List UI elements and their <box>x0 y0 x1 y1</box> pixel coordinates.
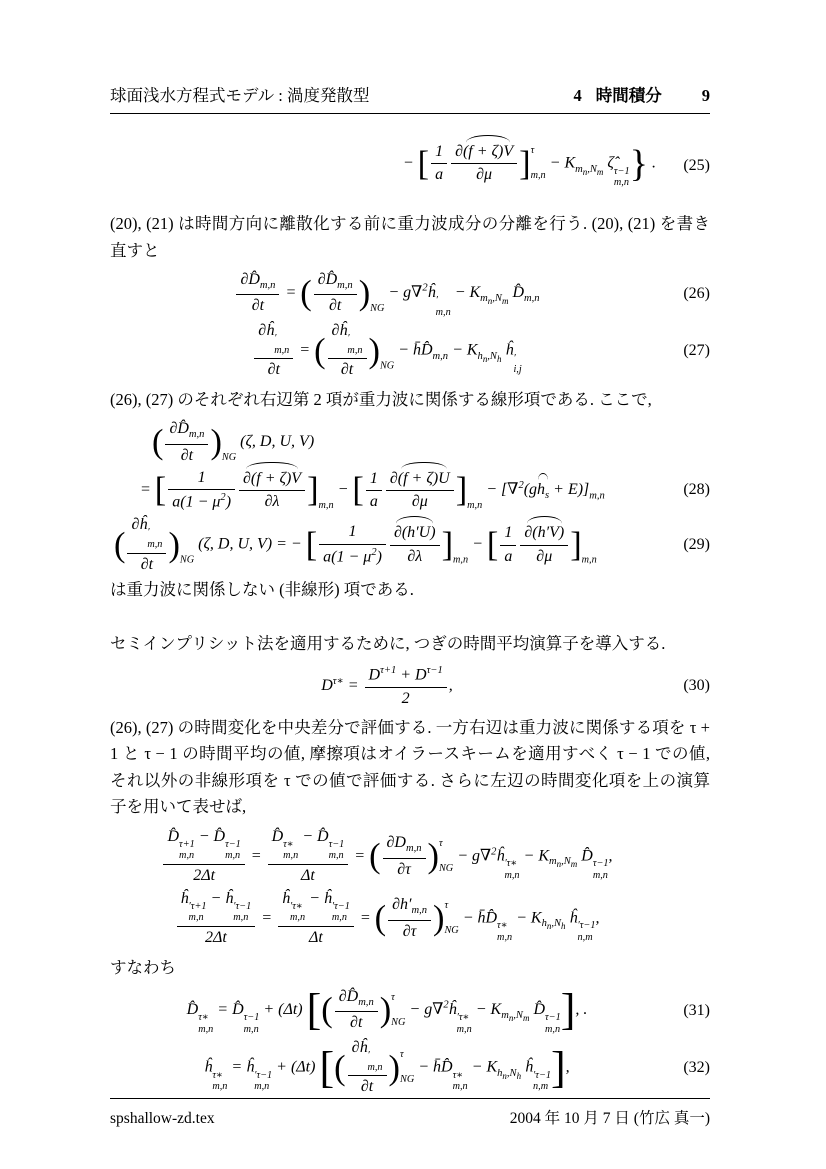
equation-30 <box>110 664 710 709</box>
equation-27 <box>110 321 710 381</box>
equation-32 <box>110 1038 710 1098</box>
page-number: 9 <box>701 86 710 105</box>
equation-26 <box>110 270 710 319</box>
equation-25 <box>110 142 710 189</box>
equation-28-body: = [ $\frac{1}{a(1 - \mu^2)}$ $\frac{\partial(f + \zeta)V}{\partial\lambda}$ ]$_{m,n}$ − [ $\frac{1}{a}$ $\frac{\partial(f + \zeta)U}{\partial\mu}$ ]$_{m,n} - [\nabla^2(gh_s + E)]_{m,n}$ <box>140 468 605 511</box>
equation-32-body: ĥ τ∗ m,n = ĥ ′τ−1 m,n + (Δt) [( ∂ĥ ′ m,n ∂t ) τ NG − h̄D̂ τ∗ m,n − $K_{h_n,N_h}$ ĥ ′τ−1 n,m ], <box>204 1038 570 1096</box>
equation-31 <box>110 987 710 1036</box>
footer-filename: spshallow-zd.tex <box>110 1109 215 1127</box>
section-number: 4 <box>573 86 582 105</box>
equation-25-body: − [ $\frac{1}{a}$ $\frac{\partial(f + \zeta)V}{\partial\mu}$ ] τ m,n − $K_{m_n,N_m}$ ζ̂ τ−1 m,n } . <box>402 142 656 189</box>
header-section-info <box>574 82 711 106</box>
equation-28-line1-body: ( $\frac{\partial D̂_{m,n}}{\partial t}$ )$_{NG}$ (ζ, D, U, V) <box>152 420 315 464</box>
equation-29-number: (29) <box>683 536 710 554</box>
equation-31-number: (31) <box>683 1002 710 1020</box>
equation-27-body: ∂ĥ ′ m,n ∂t = ( ∂ĥ ′ m,n ∂t )$_{NG}$ − $h̄D̂_{m,n} - K_{h_n,N_h}$ ĥ ′ i,j <box>110 321 664 381</box>
page-footer <box>110 1098 710 1128</box>
paragraph: (26), (27) の時間変化を中央差分で評価する. 一方右辺は重力波に関係する項を τ + 1 と τ − 1 の時間平均の値, 摩擦項はオイラースキームを適用すべく τ − 1 での値, それ以外の非線形項を τ での値で評価する. さらに左辺の時間変化項を上の演算子を用いて表せば, <box>110 717 710 817</box>
equation-29 <box>110 515 710 575</box>
paragraph: (20), (21) は時間方向に離散化する前に重力波成分の分離を行う. (20), (21) を書き直すと <box>110 214 710 260</box>
running-title: 球面浅水方程式モデル : 渦度発散型 <box>110 86 370 105</box>
equation-28-number: (28) <box>683 481 710 499</box>
equation-30-number: (30) <box>683 677 710 695</box>
paragraph: セミインプリシット法を適用するために, つぎの時間平均演算子を導入する. <box>110 634 666 654</box>
footer-date-author: 2004 年 10 月 7 日 (竹広 真一) <box>509 1109 710 1127</box>
section-title: 時間積分 <box>595 86 662 105</box>
paragraph: すなわち <box>110 957 176 977</box>
equation-31-body: D̂ τ∗ m,n = D̂ τ−1 m,n + (Δt) [( $\frac{\partial D̂_{m,n}}{\partial t}$ ) τ NG − g∇$^2$ĥ ′τ∗ m,n − $K_{m_n,N_m}$ D̂ τ−1 m,n ], . <box>186 985 588 1035</box>
equation-29-body: ( ∂ĥ ′ m,n ∂t )$_{NG}$ (ζ, D, U, V) = − [ $\frac{1}{a(1 - \mu^2)}$ $\frac{\partial(h'U)}{\partial\lambda}$ ]$_{m,n}$ − [ $\frac{1}{a}$ $\frac{\partial(h'V)}{\partial\mu}$ ]$_{m,n}$ <box>114 516 597 573</box>
paragraph: (26), (27) のそれぞれ右辺第 2 項が重力波に関係する線形項である. ここで, <box>110 389 652 409</box>
equation-28 <box>110 468 710 513</box>
equation-30-body: $D^{\tau∗}$ = $\frac{D^{\tau+1} + D^{\tau-1}}{2}$ , <box>321 664 453 707</box>
equation-26-number: (26) <box>683 285 710 303</box>
page-header <box>110 82 710 114</box>
equation-26-body: $\frac{\partial D̂_{m,n}}{\partial t}$ = ( $\frac{\partial D̂_{m,n}}{\partial t}$ )$_{NG}$ − g∇$^2$ĥ ′ m,n − $K_{m_n,N_m}$ $D̂_{m,n}$ <box>110 270 664 319</box>
equation-32-number: (32) <box>683 1058 710 1076</box>
equation-27-number: (27) <box>683 341 710 359</box>
equation-28-line1 <box>110 419 710 466</box>
paragraph: は重力波に関係しない (非線形) 項である. <box>110 580 414 600</box>
equation-unnumbered-d-body: D̂ τ+1 m,n − D̂ τ−1 m,n 2Δt = D̂ τ∗ m,n − D̂ τ−1 m,n Δt = ( $\frac{\partial D_{m,n}}{\partial\tau}$ ) τ NG − g∇$^2$ĥ ′τ∗ m,n − $K_{m_n,N_m}$ D̂ τ−1 m,n , <box>110 827 664 887</box>
equation-unnumbered-h-body: ĥ ′τ+1 m,n − ĥ ′τ−1 m,n 2Δt = ĥ ′τ∗ m,n − ĥ ′τ−1 m,n Δt = ( $\frac{\partial h'_{m,n}}{\partial\tau}$ ) τ NG − h̄D̂ τ∗ m,n − $K_{h_n,N_h}$ ĥ ′τ−1 n,m , <box>110 889 664 949</box>
equation-25-number: (25) <box>683 156 710 174</box>
equation-unnumbered-d <box>110 827 710 887</box>
equation-unnumbered-h <box>110 889 710 949</box>
